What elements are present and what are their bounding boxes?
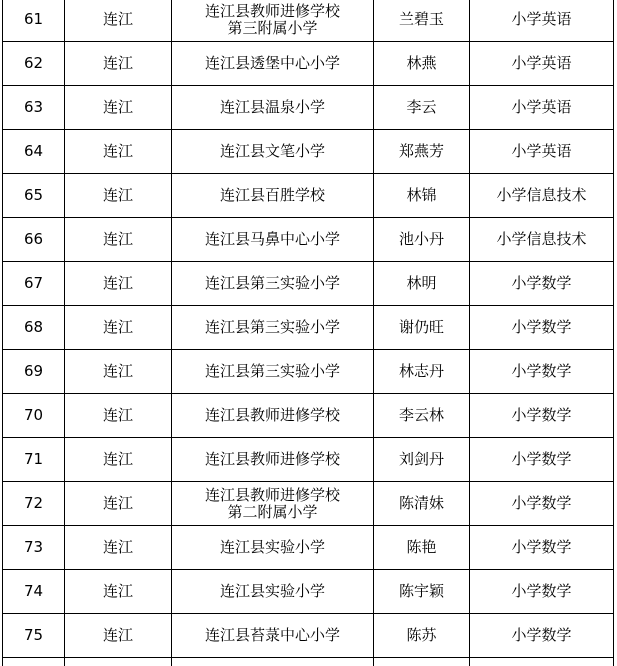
subject-cell: 小学英语 (470, 0, 614, 42)
subject-cell: 小学英语 (470, 42, 614, 86)
teacher-name-cell: 陈艳 (374, 526, 470, 570)
school-cell (172, 262, 374, 306)
county-cell: 连江 (65, 614, 172, 658)
subject-cell: 小学信息技术 (470, 174, 614, 218)
table-row (3, 42, 614, 86)
school-name-line: 第二附属小学 (172, 504, 373, 521)
table-row (3, 218, 614, 262)
row-number-cell: 71 (3, 438, 65, 482)
county-cell: 连江 (65, 394, 172, 438)
teacher-name-cell: 林明 (374, 262, 470, 306)
school-name-line: 连江县温泉小学 (172, 99, 373, 116)
county-cell: 连江 (65, 130, 172, 174)
school-name-line: 连江县苔菉中心小学 (172, 627, 373, 644)
row-number-cell: 62 (3, 42, 65, 86)
empty-cell (470, 658, 614, 666)
school-name-line: 连江县教师进修学校 (172, 3, 373, 20)
school-name-line: 连江县第三实验小学 (172, 363, 373, 380)
school-name-line: 连江县马鼻中心小学 (172, 231, 373, 248)
row-number-cell: 66 (3, 218, 65, 262)
school-name-line: 连江县百胜学校 (172, 187, 373, 204)
county-cell: 连江 (65, 306, 172, 350)
table-row (3, 570, 614, 614)
table-row (3, 174, 614, 218)
row-number-cell: 70 (3, 394, 65, 438)
school-cell (172, 86, 374, 130)
county-cell: 连江 (65, 262, 172, 306)
teacher-name-cell: 兰碧玉 (374, 0, 470, 42)
county-cell: 连江 (65, 86, 172, 130)
teacher-name-cell: 池小丹 (374, 218, 470, 262)
school-name-line: 第三附属小学 (172, 20, 373, 37)
county-cell: 连江 (65, 218, 172, 262)
subject-cell: 小学数学 (470, 570, 614, 614)
school-cell (172, 570, 374, 614)
row-number-cell: 74 (3, 570, 65, 614)
teacher-name-cell: 陈宇颖 (374, 570, 470, 614)
school-cell (172, 394, 374, 438)
school-name-line: 连江县教师进修学校 (172, 487, 373, 504)
teacher-name-cell: 李云林 (374, 394, 470, 438)
table-row (3, 306, 614, 350)
table-row (3, 394, 614, 438)
school-cell (172, 42, 374, 86)
table-row (3, 526, 614, 570)
table-row (3, 0, 614, 42)
subject-cell: 小学英语 (470, 86, 614, 130)
table-row (3, 438, 614, 482)
teacher-name-cell: 陈苏 (374, 614, 470, 658)
school-name-line: 连江县实验小学 (172, 539, 373, 556)
table-row (3, 350, 614, 394)
table-row (3, 614, 614, 658)
empty-cell (65, 658, 172, 666)
school-name-line: 连江县第三实验小学 (172, 319, 373, 336)
school-cell (172, 0, 374, 42)
county-cell: 连江 (65, 482, 172, 526)
teacher-name-cell: 林锦 (374, 174, 470, 218)
teacher-name-cell: 林志丹 (374, 350, 470, 394)
county-cell: 连江 (65, 350, 172, 394)
school-cell (172, 174, 374, 218)
subject-cell: 小学数学 (470, 306, 614, 350)
subject-cell: 小学数学 (470, 262, 614, 306)
county-cell: 连江 (65, 526, 172, 570)
row-number-cell: 67 (3, 262, 65, 306)
county-cell: 连江 (65, 42, 172, 86)
subject-cell: 小学数学 (470, 482, 614, 526)
subject-cell: 小学数学 (470, 614, 614, 658)
school-name-line: 连江县教师进修学校 (172, 407, 373, 424)
row-number-cell: 61 (3, 0, 65, 42)
teacher-roster-table (2, 0, 614, 666)
county-cell: 连江 (65, 438, 172, 482)
county-cell: 连江 (65, 0, 172, 42)
table-row (3, 86, 614, 130)
table-row (3, 130, 614, 174)
school-name-line: 连江县文笔小学 (172, 143, 373, 160)
school-cell (172, 614, 374, 658)
table-row (3, 482, 614, 526)
subject-cell: 小学数学 (470, 350, 614, 394)
school-cell (172, 218, 374, 262)
row-number-cell: 75 (3, 614, 65, 658)
teacher-name-cell: 郑燕芳 (374, 130, 470, 174)
teacher-name-cell: 陈清妹 (374, 482, 470, 526)
school-cell (172, 306, 374, 350)
teacher-name-cell: 林燕 (374, 42, 470, 86)
subject-cell: 小学数学 (470, 526, 614, 570)
school-name-line: 连江县实验小学 (172, 583, 373, 600)
school-cell (172, 350, 374, 394)
school-cell (172, 438, 374, 482)
subject-cell: 小学数学 (470, 394, 614, 438)
school-name-line: 连江县教师进修学校 (172, 451, 373, 468)
row-number-cell: 68 (3, 306, 65, 350)
row-number-cell: 72 (3, 482, 65, 526)
teacher-name-cell: 谢仍旺 (374, 306, 470, 350)
row-number-cell: 73 (3, 526, 65, 570)
empty-cell (374, 658, 470, 666)
empty-cell (172, 658, 374, 666)
school-cell (172, 526, 374, 570)
row-number-cell: 65 (3, 174, 65, 218)
roster-body (3, 0, 614, 666)
county-cell: 连江 (65, 174, 172, 218)
subject-cell: 小学英语 (470, 130, 614, 174)
empty-cell (3, 658, 65, 666)
school-name-line: 连江县第三实验小学 (172, 275, 373, 292)
subject-cell: 小学数学 (470, 438, 614, 482)
school-name-line: 连江县透堡中心小学 (172, 55, 373, 72)
school-cell (172, 482, 374, 526)
county-cell: 连江 (65, 570, 172, 614)
table-row (3, 262, 614, 306)
teacher-name-cell: 李云 (374, 86, 470, 130)
subject-cell: 小学信息技术 (470, 218, 614, 262)
teacher-name-cell: 刘剑丹 (374, 438, 470, 482)
row-number-cell: 63 (3, 86, 65, 130)
row-number-cell: 69 (3, 350, 65, 394)
school-cell (172, 130, 374, 174)
row-number-cell: 64 (3, 130, 65, 174)
table-row-partial (3, 658, 614, 666)
